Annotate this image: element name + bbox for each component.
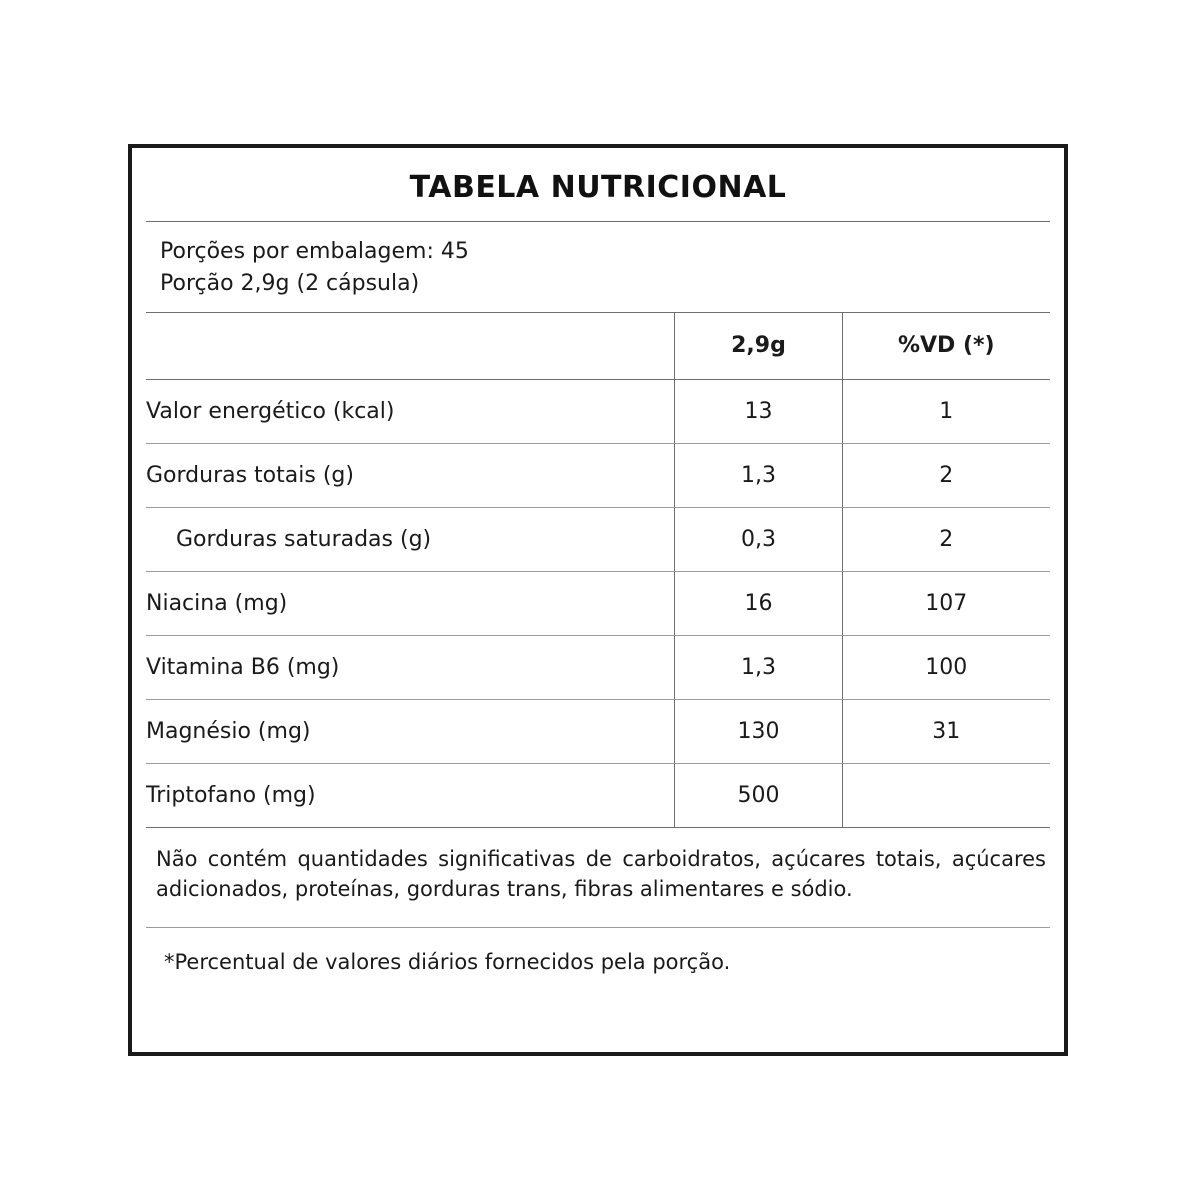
- nutrient-name: Niacina (mg): [146, 571, 675, 635]
- note-section: [146, 828, 1050, 927]
- nutrient-dv: [842, 763, 1050, 827]
- nutrient-amount: 1,3: [675, 443, 842, 507]
- nutrient-dv: 2: [842, 507, 1050, 571]
- nutrient-name: Valor energético (kcal): [146, 379, 675, 443]
- table-body: [146, 379, 1050, 827]
- column-header-dv: %VD (*): [842, 313, 1050, 380]
- table-row: [146, 507, 1050, 571]
- nutrient-name: Vitamina B6 (mg): [146, 635, 675, 699]
- table-row: [146, 635, 1050, 699]
- nutrition-facts-panel: [128, 144, 1068, 1056]
- column-header-nutrient: [146, 313, 675, 380]
- table-row: [146, 571, 1050, 635]
- nutrition-facts-content: [132, 148, 1064, 1052]
- nutrient-amount: 0,3: [675, 507, 842, 571]
- nutrition-table: [146, 313, 1050, 828]
- daily-value-footnote: *Percentual de valores diários fornecidos pela porção.: [164, 949, 731, 974]
- table-row: [146, 763, 1050, 827]
- table-row: [146, 443, 1050, 507]
- nutrient-name: Triptofano (mg): [146, 763, 675, 827]
- no-significant-amounts-note: Não contém quantidades significativas de carboidratos, açúcares totais, açúcares adicionados, proteínas, gorduras trans, fibras alimentares e sódio.: [156, 846, 1046, 902]
- servings-per-package: Porções por embalagem: 45: [160, 239, 469, 264]
- page-title: TABELA NUTRICIONAL: [409, 170, 787, 205]
- nutrient-amount: 1,3: [675, 635, 842, 699]
- nutrient-amount: 500: [675, 763, 842, 827]
- table-row: [146, 699, 1050, 763]
- table-header: [146, 313, 1050, 380]
- nutrient-dv: 1: [842, 379, 1050, 443]
- nutrient-dv: 31: [842, 699, 1050, 763]
- table-header-row: [146, 313, 1050, 380]
- serving-info: [146, 222, 1050, 312]
- nutrient-name: Gorduras totais (g): [146, 443, 675, 507]
- table-row: [146, 379, 1050, 443]
- nutrient-name: Magnésio (mg): [146, 699, 675, 763]
- serving-size: Porção 2,9g (2 cápsula): [160, 270, 420, 296]
- nutrient-name: Gorduras saturadas (g): [146, 507, 675, 571]
- nutrient-dv: 100: [842, 635, 1050, 699]
- nutrient-amount: 130: [675, 699, 842, 763]
- nutrient-dv: 107: [842, 571, 1050, 635]
- nutrient-amount: 13: [675, 379, 842, 443]
- nutrient-amount: 16: [675, 571, 842, 635]
- column-header-amount: 2,9g: [675, 313, 842, 380]
- nutrient-dv: 2: [842, 443, 1050, 507]
